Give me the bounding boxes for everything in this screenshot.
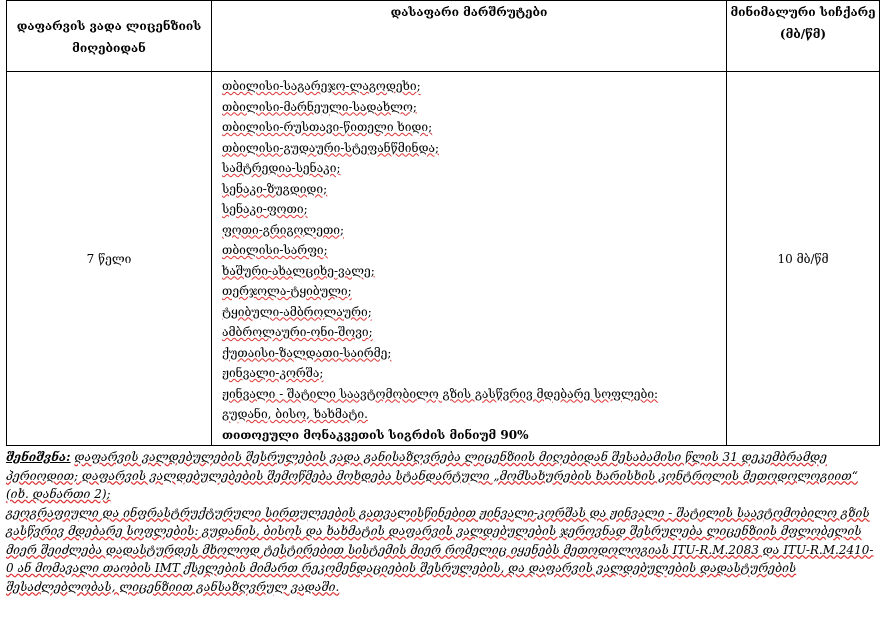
header-min-speed: მინიმალური სიჩქარე (მბ/წმ) — [727, 1, 880, 72]
coverage-period-value: 7 წელი — [7, 72, 212, 446]
route-item: თბილისი-საგარეჯო-ლაგოდეხი; — [222, 79, 421, 93]
note-paragraph-2: გეოგრაფიული და ინფრასტრუქტურული სირთულეების გათვალისწინებით ჟინვალი-კორშას და ჟინვალი - შატილის საავტომობილო გზის გასწვრივ მდებარე სოფლების: გუდანის, ბისოს და ხახმატის დაფარვის ვალდებულების ჯეროვნად შესრულება ლიცენზიის მფლობელის მიერ შეიძლება დადასტურდეს მხოლოდ ტესტირებით სისტემის მიერ რომელიც იყენებს მეთოდოლოგიას ITU-R.M.2083 და ITU-R.M.2410-0 ან მომავალი თაობის IMT ქსელების მიმართ რეკომენდაციების შესრულების, და დაფარვის ვალდებულების დადასტურების შესაძლებლობას, ლიცენზიით განსაზღვრულ ვადაში. — [6, 505, 874, 594]
route-item: გუდანი, ბისო, ხახმატი. — [222, 407, 368, 421]
route-item: თბილისი-მარნეული-სადახლო; — [222, 99, 417, 114]
coverage-table — [6, 0, 880, 446]
route-item: ქუთაისი-ზალდათი-საირმე; — [222, 345, 392, 360]
route-item: სენაკი-ზუგდიდი; — [222, 181, 328, 196]
header-routes: დასაფარი მარშრუტები — [212, 1, 727, 72]
route-item: თბილისი-გუდაური-სტეფანწმინდა; — [222, 140, 440, 155]
route-item: ფოთი-გრიგოლეთი; — [222, 222, 345, 237]
route-item: ხაშური-ახალციხე-ვალე; — [222, 263, 375, 278]
route-item: ჟინვალი - შატილი საავტომობილო გზის გასწვრივ მდებარე სოფლები: — [222, 386, 659, 401]
min-speed-value: 10 მბ/წმ — [727, 72, 880, 446]
table-row — [7, 72, 880, 446]
route-item: თბილისი-რუსთავი-წითელი ხიდი; — [222, 120, 433, 134]
table-header-row — [7, 1, 880, 72]
route-item: სენაკი-ფოთი; — [222, 202, 308, 216]
route-item: სამტრედია-სენაკი; — [222, 161, 341, 175]
note-text-1: დაფარვის ვალდებულების შესრულების ვადა განისაზღვრება ლიცენზიის მიღებიდან შესაბამისი წლის 31 დეკემბრამდე პერიოდით; დაფარვის ვალდებულებების შემოწმება მოხდება სტანდარტული „მომსახურების ხარისხის კონტროლის მეთოდოლოგიით“ (იხ. დანართი 2); — [6, 450, 858, 501]
route-footer-bold: თითოეული მონაკვეთის სიგრძის მინიუმ 90% — [222, 427, 529, 442]
route-item: ამბროლაური-ონი-შოვი; — [222, 325, 373, 339]
route-item: ტყიბული-ამბროლაური; — [222, 304, 372, 319]
notes-section — [6, 446, 883, 596]
route-item: ჟინვალი-კორშა; — [222, 366, 324, 380]
note-paragraph-1 — [6, 448, 881, 504]
route-item: თბილისი-სარფი; — [222, 243, 328, 257]
note-label: შენიშვნა: — [6, 450, 71, 464]
routes-cell — [212, 72, 727, 446]
document-page — [6, 0, 883, 596]
routes-list — [212, 72, 726, 445]
header-coverage-period: დაფარვის ვადა ლიცენზიის მიღებიდან — [7, 1, 212, 72]
route-item: თერჯოლა-ტყიბული; — [222, 284, 352, 298]
